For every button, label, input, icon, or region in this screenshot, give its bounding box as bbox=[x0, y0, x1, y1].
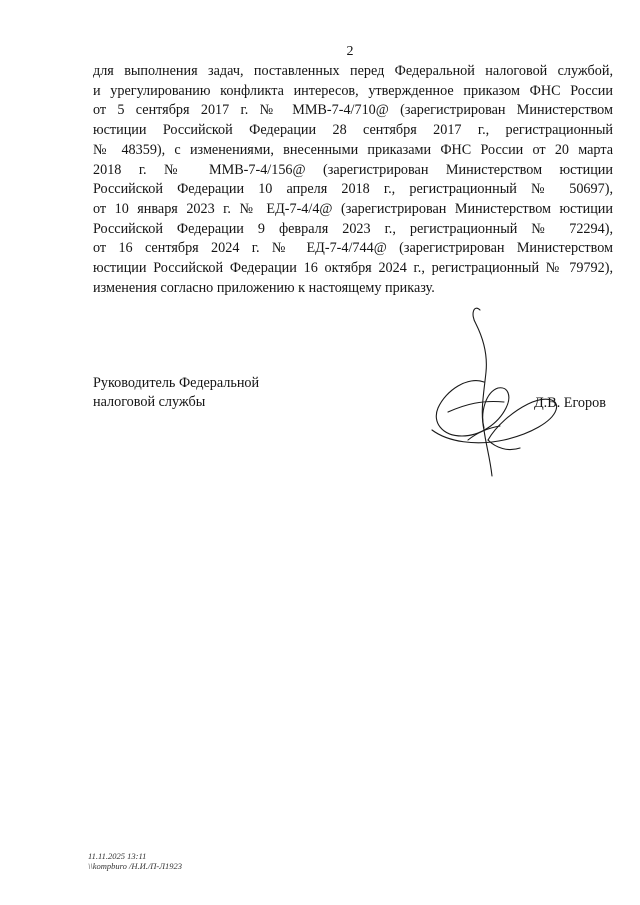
body-line: и урегулированию конфликта интересов, утвержденное приказом ФНС России bbox=[93, 82, 613, 99]
body-line: от 16 сентября 2024 г. № ЕД-7-4/744@ (зарегистрирован Министерством bbox=[93, 240, 613, 257]
body-line: Российской Федерации 10 апреля 2018 г., регистрационный № 50697), bbox=[93, 181, 613, 198]
body-line-last: изменения согласно приложению к настоящему приказу. bbox=[93, 279, 435, 296]
body-line: от 10 января 2023 г. № ЕД-7-4/4@ (зарегистрирован Министерством юстиции bbox=[93, 200, 613, 217]
body-line: юстиции Российской Федерации 16 октября 2024 г., регистрационный № 79792), bbox=[93, 260, 613, 277]
footer-reference: \\kompburo /Н.И./П-Л1923 bbox=[88, 861, 182, 871]
document-footer bbox=[88, 851, 182, 871]
signatory-title-line: налоговой службы bbox=[93, 394, 206, 410]
body-line: от 5 сентября 2017 г. № ММВ-7-4/710@ (зарегистрирован Министерством bbox=[93, 102, 613, 119]
body-text bbox=[93, 62, 613, 298]
body-line: для выполнения задач, поставленных перед Федеральной налоговой службой, bbox=[93, 63, 613, 79]
handwritten-signature bbox=[418, 300, 568, 485]
signatory-name: Д.В. Егоров bbox=[534, 395, 606, 411]
body-line: Российской Федерации 9 февраля 2023 г., регистрационный № 72294), bbox=[93, 220, 613, 237]
page-number: 2 bbox=[346, 44, 354, 59]
body-line: № 48359), с изменениями, внесенными приказами ФНС России от 20 марта bbox=[93, 141, 613, 158]
body-line: 2018 г. № ММВ-7-4/156@ (зарегистрирован Министерством юстиции bbox=[93, 161, 613, 178]
signatory-title bbox=[93, 374, 259, 412]
body-line: юстиции Российской Федерации 28 сентября 2017 г., регистрационный bbox=[93, 122, 613, 139]
footer-timestamp: 11.11.2025 13:11 bbox=[88, 851, 147, 861]
signatory-title-line: Руководитель Федеральной bbox=[93, 375, 260, 391]
